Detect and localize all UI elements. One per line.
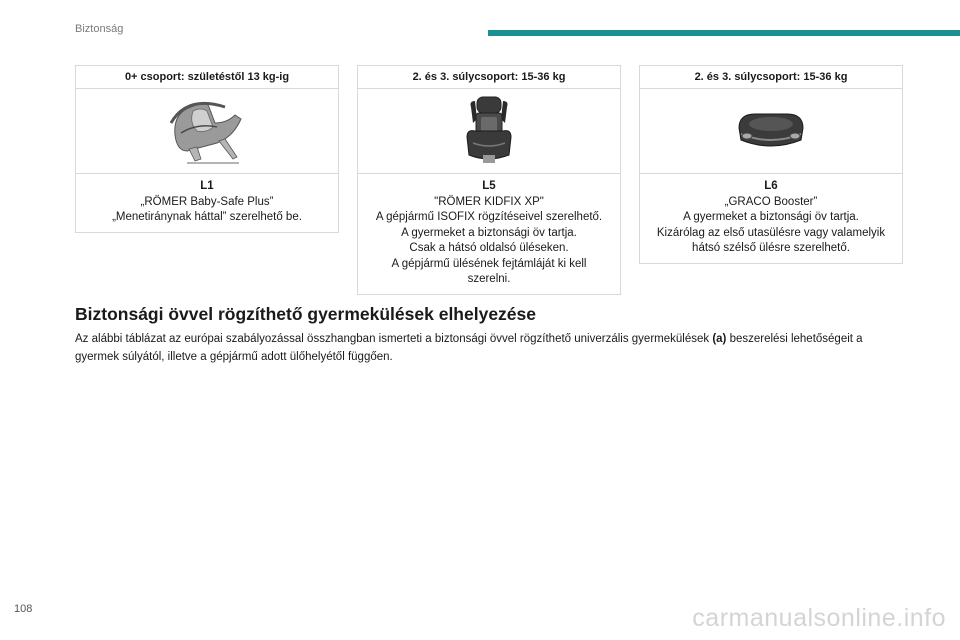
card-image [640,89,902,174]
page-number: 108 [14,603,33,615]
footnote-marker: (a) [712,333,727,345]
accent-bar [488,30,960,36]
rearward-baby-seat-icon [167,93,247,169]
card-title: 2. és 3. súlycsoport: 15-36 kg [640,66,902,89]
desc-line: hátsó szélső ülésre szerelhető. [692,242,850,254]
watermark: carmanualsonline.info [692,604,946,632]
seat-card-l5 [357,65,621,295]
seat-code: L1 [200,180,214,192]
seat-code: L6 [764,180,778,192]
card-description [76,174,338,232]
card-description [358,174,620,294]
desc-line: A gyermeket a biztonsági öv tartja. [401,226,577,239]
card-image [76,89,338,174]
booster-seat-with-backrest-icon [459,93,519,169]
paragraph-text: Az alábbi táblázat az európai szabályozással összhangban ismerteti a biztonsági övvel rögzíthető univerzális gyermekülések [75,333,713,345]
card-description [640,174,902,263]
card-title: 2. és 3. súlycsoport: 15-36 kg [358,66,620,89]
card-title: 0+ csoport: születéstől 13 kg-ig [76,66,338,89]
paragraph-text: beszerelési lehetőségeit a gyermek súlyától, illetve a gépjármű adott ülőhelyétől függően. [75,333,863,363]
desc-line: Csak a hátsó oldalsó üléseken. [409,242,569,254]
card-image [358,89,620,174]
seat-code: L5 [482,180,496,192]
section-heading: Biztonsági övvel rögzíthető gyermekülések elhelyezése [75,304,537,324]
desc-line: Kizárólag az első utasülésre vagy valamelyik [656,226,886,239]
desc-line: "RÖMER KIDFIX XP" [434,195,544,208]
section-paragraph [75,330,905,366]
desc-line: A gyermeket a biztonsági öv tartja. [683,211,859,223]
section-label: Biztonság [75,23,124,35]
desc-line: A gépjármű ülésének fejtámláját ki kell [391,257,587,270]
seat-card-l6 [639,65,903,264]
seat-card-l1 [75,65,339,233]
desc-line: „GRACO Booster” [724,195,818,208]
desc-line: „RÖMER Baby-Safe Plus” [140,195,274,208]
booster-cushion-icon [735,106,807,156]
desc-line: „Menetiránynak háttal” szerelhető be. [112,211,302,223]
desc-line: A gépjármű ISOFIX rögzítéseivel szerelhető. [375,211,603,223]
desc-line: szerelni. [467,273,511,285]
